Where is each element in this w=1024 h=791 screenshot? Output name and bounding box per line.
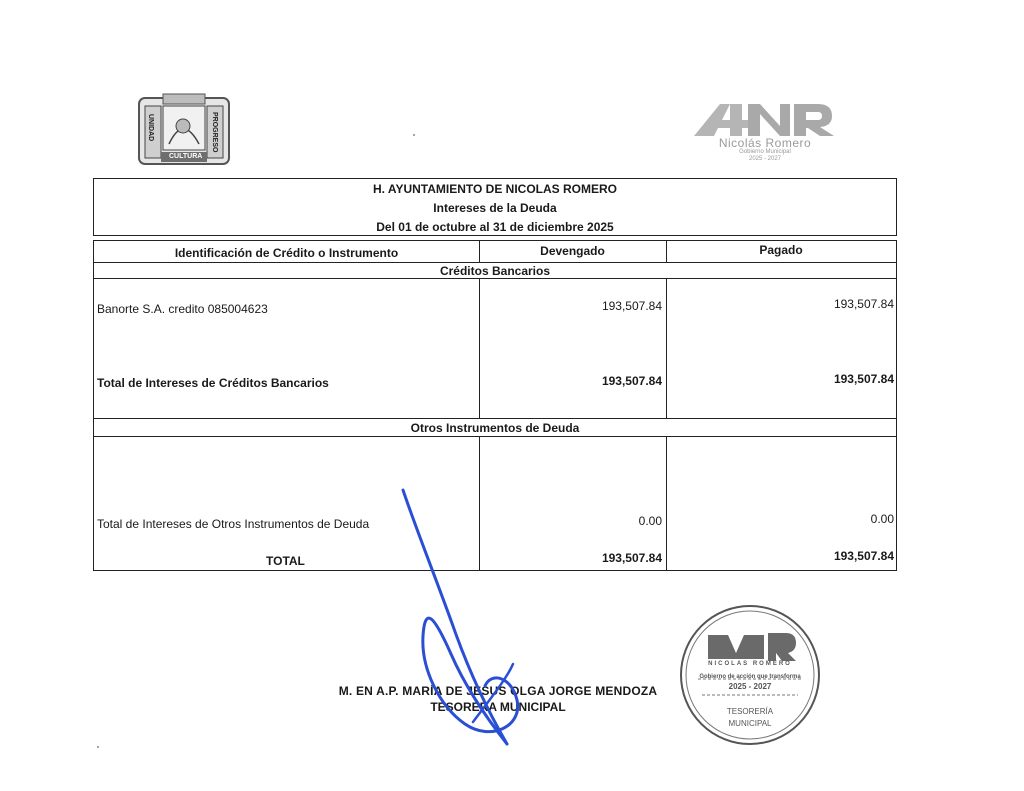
col-header-devengado: Devengado xyxy=(540,244,605,258)
coat-word-cultura: CULTURA xyxy=(169,153,203,160)
row-total-otros-devengado: 0.00 xyxy=(638,514,662,528)
rule-under-headers xyxy=(94,262,896,263)
signatory-name: M. EN A.P. MARÍA DE JESUS OLGA JORGE MENDOZA xyxy=(338,684,658,698)
treasury-seal xyxy=(678,603,822,747)
seal-ring-top: NICOLAS ROMERO xyxy=(708,661,792,667)
row-banorte-devengado: 193,507.84 xyxy=(601,299,662,313)
row-total-bancarios-label: Total de Intereses de Créditos Bancarios xyxy=(97,376,329,390)
row-total-bancarios-pagado: 193,507.84 xyxy=(833,372,894,386)
logo-years-text: 2025 - 2027 xyxy=(748,156,782,162)
scan-speck xyxy=(413,134,415,136)
row-total-devengado: 193,507.84 xyxy=(601,551,662,565)
row-banorte-label: Banorte S.A. credito 085004623 xyxy=(97,302,268,316)
row-banorte-pagado: 193,507.84 xyxy=(833,297,894,311)
logo-brand-text: Nicolás Romero xyxy=(718,136,812,150)
signatory-role: TESORERA MUNICIPAL xyxy=(430,700,566,714)
row-total-bancarios-devengado: 193,507.84 xyxy=(601,374,662,388)
municipal-coat-of-arms-logo xyxy=(133,92,235,170)
section-creditos-bancarios: Créditos Bancarios xyxy=(439,264,551,278)
rule-under-section-bancarios xyxy=(94,278,896,279)
row-total-pagado: 193,507.84 xyxy=(833,549,894,563)
report-period: Del 01 de octubre al 31 de diciembre 2025 xyxy=(376,220,614,234)
report-header xyxy=(93,178,897,236)
seal-office-1: TESORERÍA xyxy=(726,707,774,716)
seal-years: 2025 - 2027 xyxy=(728,682,772,691)
logo-sub-text: Gobierno Municipal xyxy=(739,149,791,155)
col-header-pagado: Pagado xyxy=(759,243,803,257)
rule-above-section-otros xyxy=(94,418,896,419)
section-otros-instrumentos: Otros Instrumentos de Deuda xyxy=(410,421,580,435)
seal-motto: Gobierno de acción que transforma xyxy=(699,674,801,680)
coat-word-unidad: UNIDAD xyxy=(147,114,154,142)
entity-title: H. AYUNTAMIENTO DE NICOLAS ROMERO xyxy=(372,182,617,196)
scan-speck xyxy=(97,746,99,748)
rule-under-section-otros xyxy=(94,436,896,437)
seal-office-2: MUNICIPAL xyxy=(728,719,772,728)
row-total-otros-label: Total de Intereses de Otros Instrumentos de Deuda xyxy=(97,517,370,531)
report-title: Intereses de la Deuda xyxy=(433,201,557,215)
handwritten-signature xyxy=(395,486,555,752)
col-header-identificacion: Identificación de Crédito o Instrumento xyxy=(174,246,399,260)
nicolas-romero-logo xyxy=(690,100,840,162)
coat-word-progreso: PROGRESO xyxy=(211,112,218,153)
row-total-label: TOTAL xyxy=(266,554,305,568)
row-total-otros-pagado: 0.00 xyxy=(870,512,894,526)
